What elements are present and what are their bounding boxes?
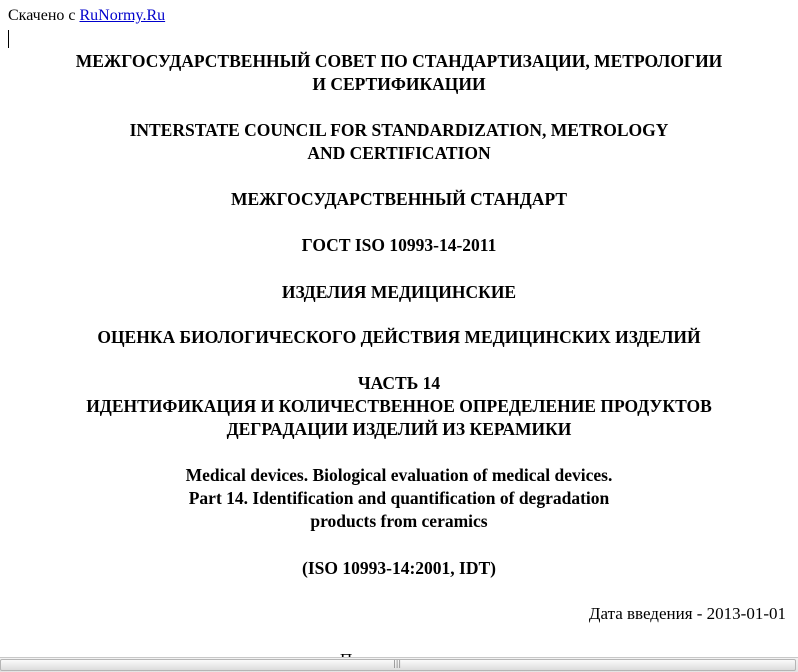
standard-type-heading: МЕЖГОСУДАРСТВЕННЫЙ СТАНДАРТ — [230, 189, 568, 209]
part-heading — [0, 372, 798, 441]
scrollbar-grip-icon: ||| — [393, 659, 402, 668]
english-title-line-3: products from ceramics — [310, 511, 488, 531]
part-label: ЧАСТЬ 14 — [357, 373, 441, 393]
part-title-line-2: ДЕГРАДАЦИИ ИЗДЕЛИЙ ИЗ КЕРАМИКИ — [226, 419, 572, 439]
product-group-heading: ИЗДЕЛИЯ МЕДИЦИНСКИЕ — [281, 282, 517, 302]
council-ru-heading — [0, 50, 798, 96]
download-source-line — [8, 6, 165, 26]
series-title-heading: ОЦЕНКА БИОЛОГИЧЕСКОГО ДЕЙСТВИЯ МЕДИЦИНСКИХ ИЗДЕЛИЙ — [97, 327, 701, 347]
introduction-date-label: Дата введения - — [588, 604, 707, 623]
english-title-line-2: Part 14. Identification and quantification of degradation — [188, 488, 610, 508]
text-cursor — [8, 30, 9, 48]
download-source-prefix: Скачено с — [8, 7, 80, 24]
introduction-date-line — [589, 602, 786, 625]
council-en-heading — [0, 119, 798, 165]
council-ru-line-1: МЕЖГОСУДАРСТВЕННЫЙ СОВЕТ ПО СТАНДАРТИЗАЦИИ, МЕТРОЛОГИИ — [75, 51, 723, 71]
iso-reference: (ISO 10993-14:2001, IDT) — [302, 558, 496, 578]
part-title-line-1: ИДЕНТИФИКАЦИЯ И КОЛИЧЕСТВЕННОЕ ОПРЕДЕЛЕНИЕ ПРОДУКТОВ — [86, 396, 712, 416]
council-ru-line-2: И СЕРТИФИКАЦИИ — [312, 74, 486, 94]
horizontal-scrollbar[interactable] — [0, 657, 798, 672]
council-en-line-1: INTERSTATE COUNCIL FOR STANDARDIZATION, METROLOGY — [129, 120, 669, 140]
english-title-line-1: Medical devices. Biological evaluation of medical devices. — [185, 465, 613, 485]
english-title-heading — [0, 464, 798, 533]
standard-number-heading: ГОСТ ISO 10993-14-2011 — [301, 235, 497, 255]
introduction-date-value: 2013-01-01 — [706, 604, 786, 623]
council-en-line-2: AND CERTIFICATION — [307, 143, 491, 163]
runormy-link[interactable]: RuNormy.Ru — [79, 7, 166, 24]
